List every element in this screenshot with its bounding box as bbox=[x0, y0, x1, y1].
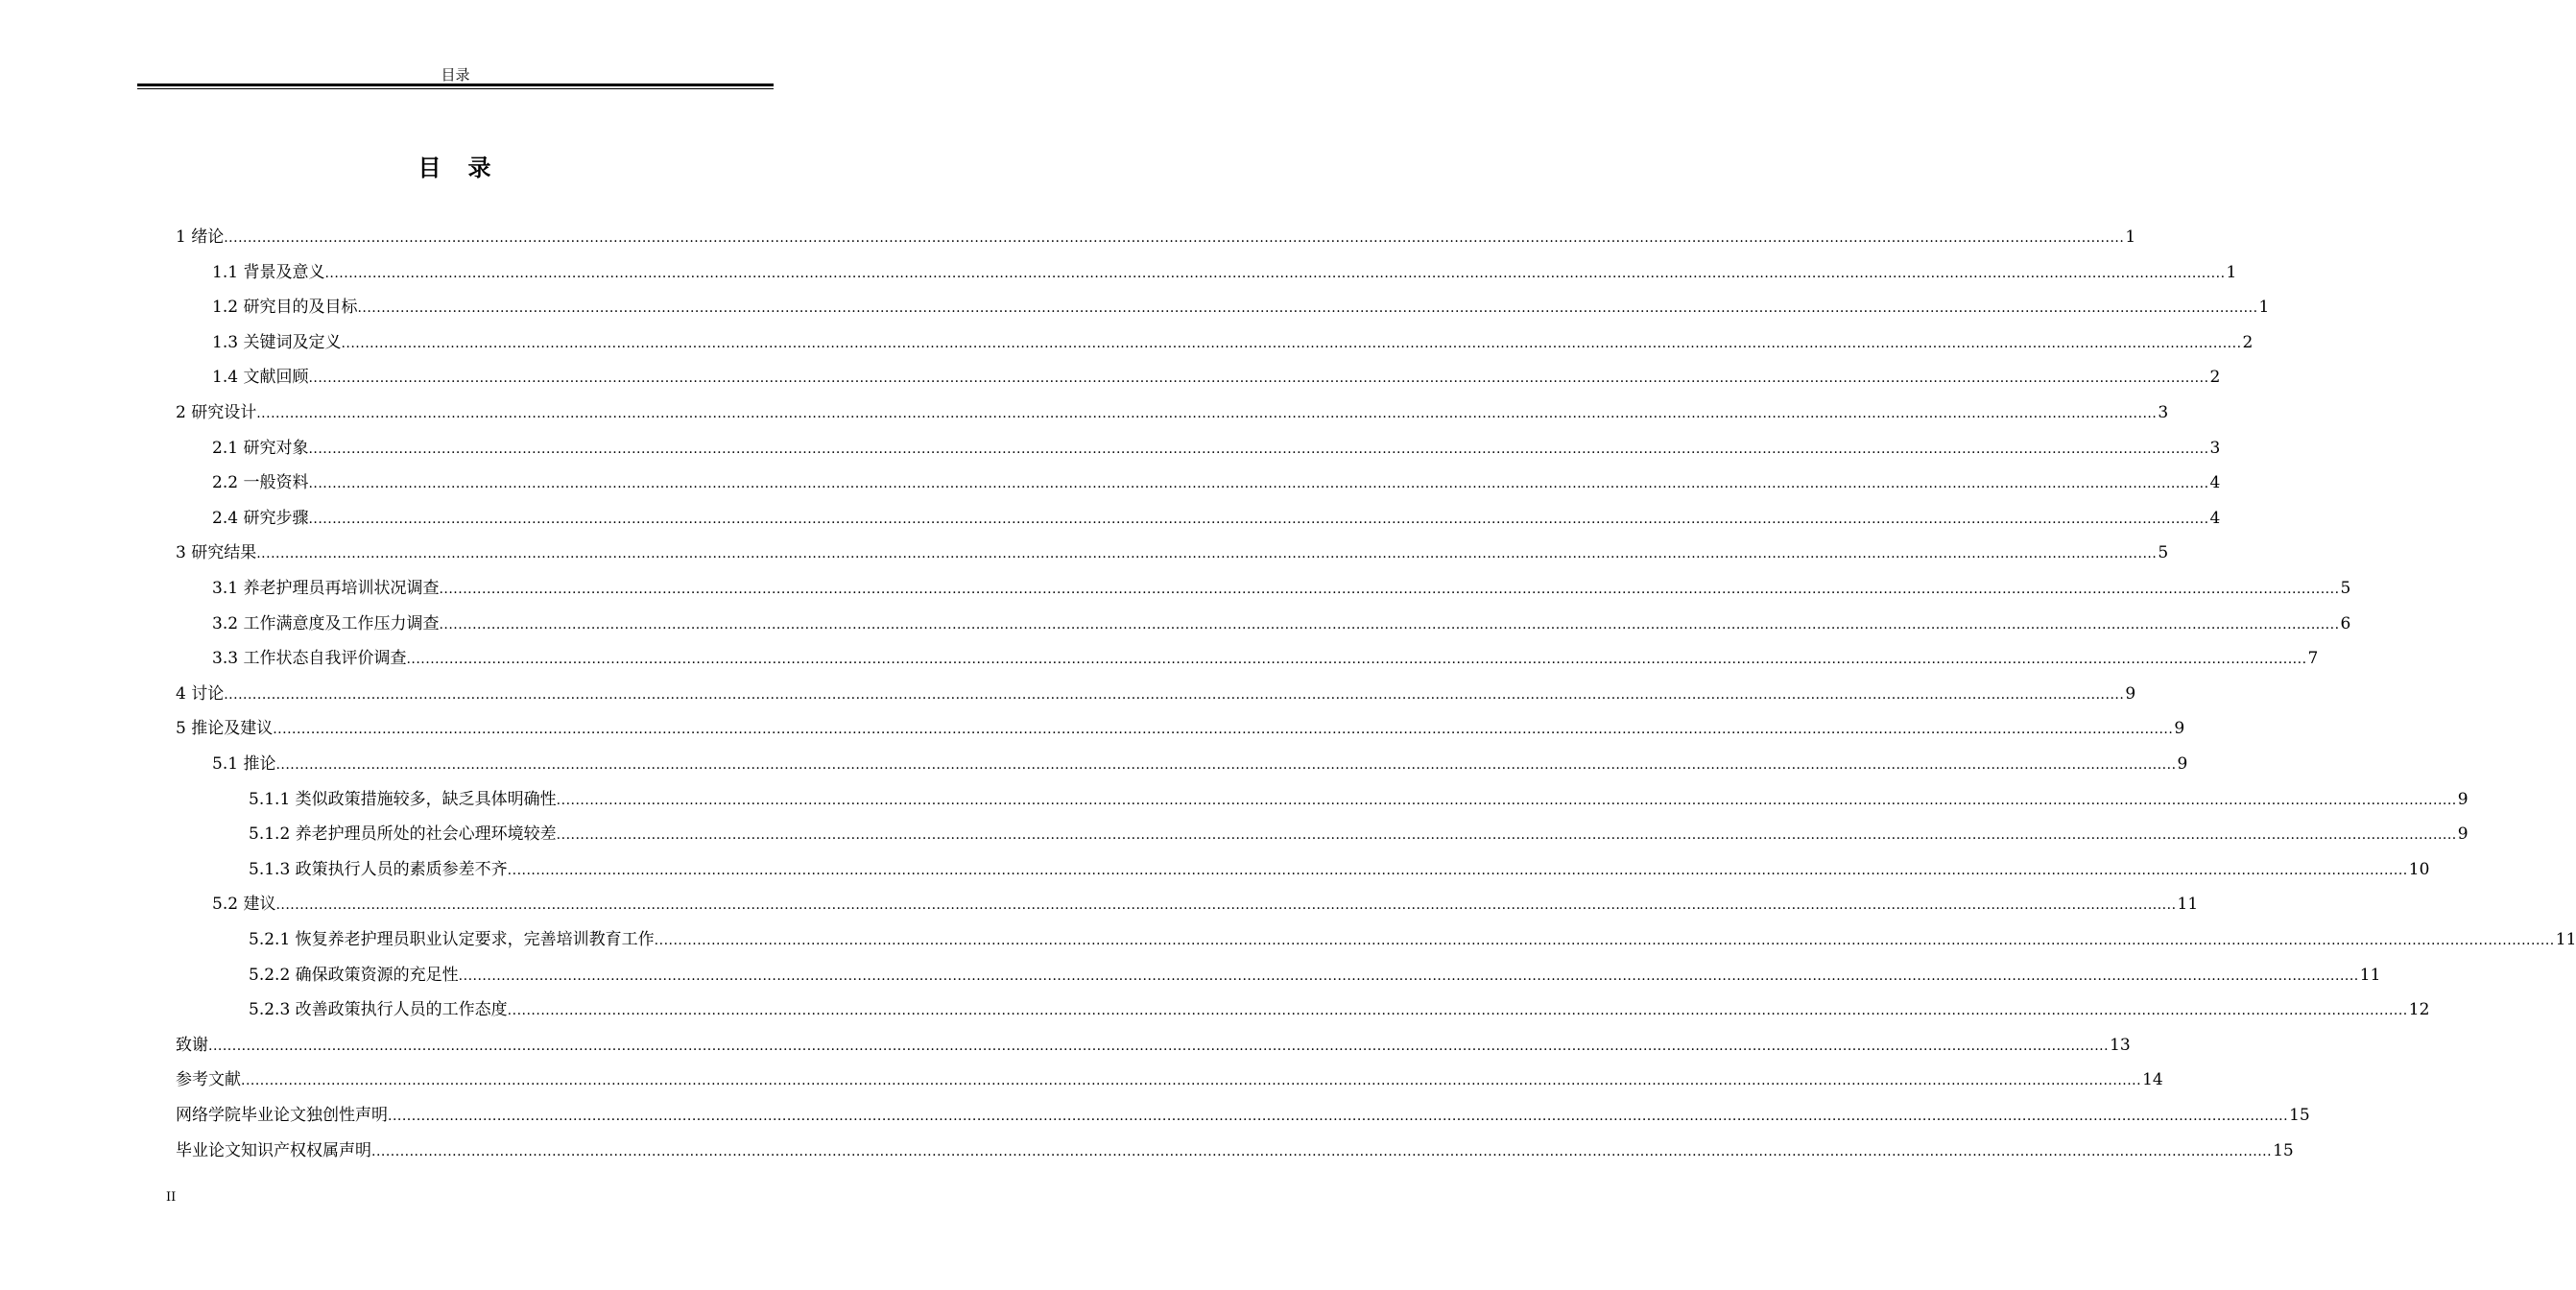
toc-dot-leader: ................................................................................................................................................................................................................................................................................................................................................................................................................ bbox=[224, 686, 2125, 703]
toc-dot-leader: ................................................................................................................................................................................................................................................................................................................................................................................................................ bbox=[357, 300, 2258, 317]
toc-entry-label: 5.1 推论 bbox=[212, 754, 276, 774]
toc-entry[interactable] bbox=[176, 1067, 2163, 1090]
toc-entry-page: 12 bbox=[2408, 1000, 2430, 1020]
toc-entry[interactable] bbox=[249, 822, 2469, 845]
toc-dot-leader: ................................................................................................................................................................................................................................................................................................................................................................................................................ bbox=[273, 722, 2174, 738]
toc-entry-label: 1.3 关键词及定义 bbox=[212, 332, 342, 352]
toc-entry[interactable] bbox=[212, 506, 2221, 529]
toc-entry-page: 5 bbox=[2158, 543, 2169, 563]
toc-entry-label: 2 研究设计 bbox=[176, 403, 257, 422]
toc-entry-page: 3 bbox=[2158, 403, 2169, 422]
toc-dot-leader: ................................................................................................................................................................................................................................................................................................................................................................................................................ bbox=[308, 476, 2209, 492]
toc-entry[interactable] bbox=[212, 365, 2221, 388]
toc-entry[interactable] bbox=[212, 436, 2221, 459]
toc-entry[interactable] bbox=[176, 540, 2169, 563]
toc-entry[interactable] bbox=[176, 1033, 2131, 1056]
toc-entry-page: 1 bbox=[2226, 262, 2237, 282]
toc-entry-page: 6 bbox=[2340, 613, 2351, 633]
toc-entry-label: 2.4 研究步骤 bbox=[212, 508, 309, 528]
page-number: II bbox=[166, 1190, 177, 1205]
toc-dot-leader: ................................................................................................................................................................................................................................................................................................................................................................................................................ bbox=[507, 862, 2408, 878]
toc-entry-label: 2.2 一般资料 bbox=[212, 473, 309, 493]
toc-entry-page: 14 bbox=[2142, 1070, 2163, 1090]
toc-entry[interactable] bbox=[176, 225, 2136, 248]
toc-entry-page: 15 bbox=[2273, 1140, 2294, 1160]
toc-entry-page: 4 bbox=[2209, 473, 2221, 493]
toc-entry-page: 5 bbox=[2340, 579, 2351, 598]
header-double-rule bbox=[137, 84, 774, 89]
toc-entry[interactable] bbox=[249, 857, 2430, 880]
toc-entry-page: 3 bbox=[2209, 438, 2221, 458]
toc-entry-page: 11 bbox=[2177, 895, 2199, 915]
toc-entry[interactable] bbox=[212, 295, 2270, 318]
toc-entry[interactable] bbox=[212, 646, 2319, 669]
toc-dot-leader: ................................................................................................................................................................................................................................................................................................................................................................................................................ bbox=[308, 370, 2209, 387]
toc-dot-leader: ................................................................................................................................................................................................................................................................................................................................................................................................................ bbox=[256, 546, 2158, 562]
toc-entry-page: 9 bbox=[2457, 824, 2469, 845]
toc-entry[interactable] bbox=[176, 1138, 2294, 1161]
toc-entry-label: 5.2.3 改善政策执行人员的工作态度 bbox=[249, 1000, 508, 1020]
toc-entry-label: 5.1.3 政策执行人员的素质参差不齐 bbox=[249, 859, 508, 879]
toc-entry[interactable] bbox=[249, 997, 2430, 1020]
toc-entry[interactable] bbox=[212, 330, 2254, 353]
toc-entry[interactable] bbox=[212, 892, 2199, 915]
toc-dot-leader: ................................................................................................................................................................................................................................................................................................................................................................................................................ bbox=[256, 406, 2158, 421]
toc-dot-leader: ................................................................................................................................................................................................................................................................................................................................................................................................................ bbox=[324, 265, 2226, 281]
toc-dot-leader: ................................................................................................................................................................................................................................................................................................................................................................................................................ bbox=[208, 1038, 2110, 1054]
toc-entry-label: 3.2 工作满意度及工作压力调查 bbox=[212, 613, 440, 633]
toc-entry-page: 2 bbox=[2209, 368, 2221, 388]
toc-dot-leader: ................................................................................................................................................................................................................................................................................................................................................................................................................ bbox=[556, 792, 2457, 808]
toc-entry[interactable] bbox=[212, 752, 2188, 775]
toc-entry-page: 11 bbox=[2555, 930, 2576, 949]
toc-entry-label: 3.1 养老护理员再培训状况调查 bbox=[212, 579, 440, 598]
toc-entry-label: 5.2 建议 bbox=[212, 895, 276, 915]
toc-entry-label: 1.2 研究目的及目标 bbox=[212, 298, 358, 318]
toc-entry[interactable] bbox=[176, 400, 2169, 423]
toc-entry[interactable] bbox=[212, 470, 2221, 493]
toc-entry-label: 网络学院毕业论文独创性声明 bbox=[176, 1106, 388, 1125]
toc-dot-leader: ................................................................................................................................................................................................................................................................................................................................................................................................................ bbox=[388, 1109, 2289, 1124]
toc-entry-page: 9 bbox=[2457, 789, 2469, 809]
toc-dot-leader: ................................................................................................................................................................................................................................................................................................................................................................................................................ bbox=[556, 827, 2457, 844]
toc-dot-leader: ................................................................................................................................................................................................................................................................................................................................................................................................................ bbox=[224, 230, 2125, 246]
toc-entry-page: 4 bbox=[2209, 508, 2221, 528]
toc-dot-leader: ................................................................................................................................................................................................................................................................................................................................................................................................................ bbox=[341, 335, 2242, 351]
toc-dot-leader: ................................................................................................................................................................................................................................................................................................................................................................................................................ bbox=[507, 1003, 2408, 1019]
toc-entry[interactable] bbox=[176, 1103, 2310, 1126]
toc-entry-label: 1.1 背景及意义 bbox=[212, 262, 325, 282]
toc-entry-page: 9 bbox=[2174, 719, 2185, 739]
toc-entry-page: 1 bbox=[2125, 227, 2136, 247]
toc-dot-leader: ................................................................................................................................................................................................................................................................................................................................................................................................................ bbox=[439, 582, 2340, 597]
toc-dot-leader: ................................................................................................................................................................................................................................................................................................................................................................................................................ bbox=[406, 652, 2307, 668]
toc-title: 目 录 bbox=[417, 154, 493, 181]
toc-dot-leader: ................................................................................................................................................................................................................................................................................................................................................................................................................ bbox=[275, 757, 2177, 773]
toc-entry-label: 5.2.2 确保政策资源的充足性 bbox=[249, 965, 459, 985]
toc-entry-page: 9 bbox=[2177, 754, 2188, 774]
toc-entry[interactable] bbox=[249, 787, 2469, 810]
toc-entry-page: 10 bbox=[2408, 859, 2430, 879]
toc-entry-label: 2.1 研究对象 bbox=[212, 438, 309, 458]
toc-entry-label: 3.3 工作状态自我评价调查 bbox=[212, 649, 407, 669]
toc-entry-label: 毕业论文知识产权权属声明 bbox=[176, 1140, 371, 1160]
toc-entry-page: 15 bbox=[2289, 1106, 2310, 1125]
toc-entry-label: 4 讨论 bbox=[176, 683, 225, 704]
toc-entry[interactable] bbox=[212, 260, 2237, 283]
toc-entry[interactable] bbox=[212, 611, 2351, 634]
toc-entry-page: 1 bbox=[2258, 298, 2270, 318]
toc-entry-page: 2 bbox=[2242, 332, 2254, 352]
toc-entry-label: 3 研究结果 bbox=[176, 543, 257, 563]
toc-entry-label: 5.2.1 恢复养老护理员职业认定要求，完善培训教育工作 bbox=[249, 930, 655, 949]
toc-entry-page: 11 bbox=[2359, 965, 2381, 985]
toc-entry-label: 1.4 文献回顾 bbox=[212, 368, 309, 388]
toc-entry-label: 参考文献 bbox=[176, 1070, 241, 1090]
toc-entry-page: 7 bbox=[2307, 649, 2319, 669]
toc-entry-label: 1 绪论 bbox=[176, 227, 225, 247]
toc-entry-page: 9 bbox=[2125, 683, 2136, 704]
toc-dot-leader: ................................................................................................................................................................................................................................................................................................................................................................................................................ bbox=[371, 1143, 2273, 1159]
toc-entry[interactable] bbox=[249, 927, 2576, 950]
toc-dot-leader: ................................................................................................................................................................................................................................................................................................................................................................................................................ bbox=[308, 511, 2209, 527]
toc-entry-label: 5 推论及建议 bbox=[176, 719, 274, 739]
toc-dot-leader: ................................................................................................................................................................................................................................................................................................................................................................................................................ bbox=[241, 1073, 2142, 1089]
toc-dot-leader: ................................................................................................................................................................................................................................................................................................................................................................................................................ bbox=[458, 968, 2359, 984]
running-header: 目录 bbox=[441, 66, 470, 84]
toc-entry[interactable] bbox=[212, 576, 2351, 599]
toc-dot-leader: ................................................................................................................................................................................................................................................................................................................................................................................................................ bbox=[439, 616, 2340, 633]
toc-entry-label: 5.1.1 类似政策措施较多，缺乏具体明确性 bbox=[249, 789, 557, 809]
toc-entry[interactable] bbox=[176, 681, 2136, 705]
toc-entry-page: 13 bbox=[2110, 1035, 2131, 1055]
toc-entry[interactable] bbox=[249, 963, 2381, 986]
toc-entry-label: 5.1.2 养老护理员所处的社会心理环境较差 bbox=[249, 824, 557, 845]
toc-dot-leader: ................................................................................................................................................................................................................................................................................................................................................................................................................ bbox=[275, 897, 2177, 914]
toc-dot-leader: ................................................................................................................................................................................................................................................................................................................................................................................................................ bbox=[308, 441, 2209, 457]
toc-entry[interactable] bbox=[176, 716, 2185, 739]
toc-entry-label: 致谢 bbox=[176, 1035, 208, 1055]
toc-dot-leader: ................................................................................................................................................................................................................................................................................................................................................................................................................ bbox=[654, 933, 2555, 948]
